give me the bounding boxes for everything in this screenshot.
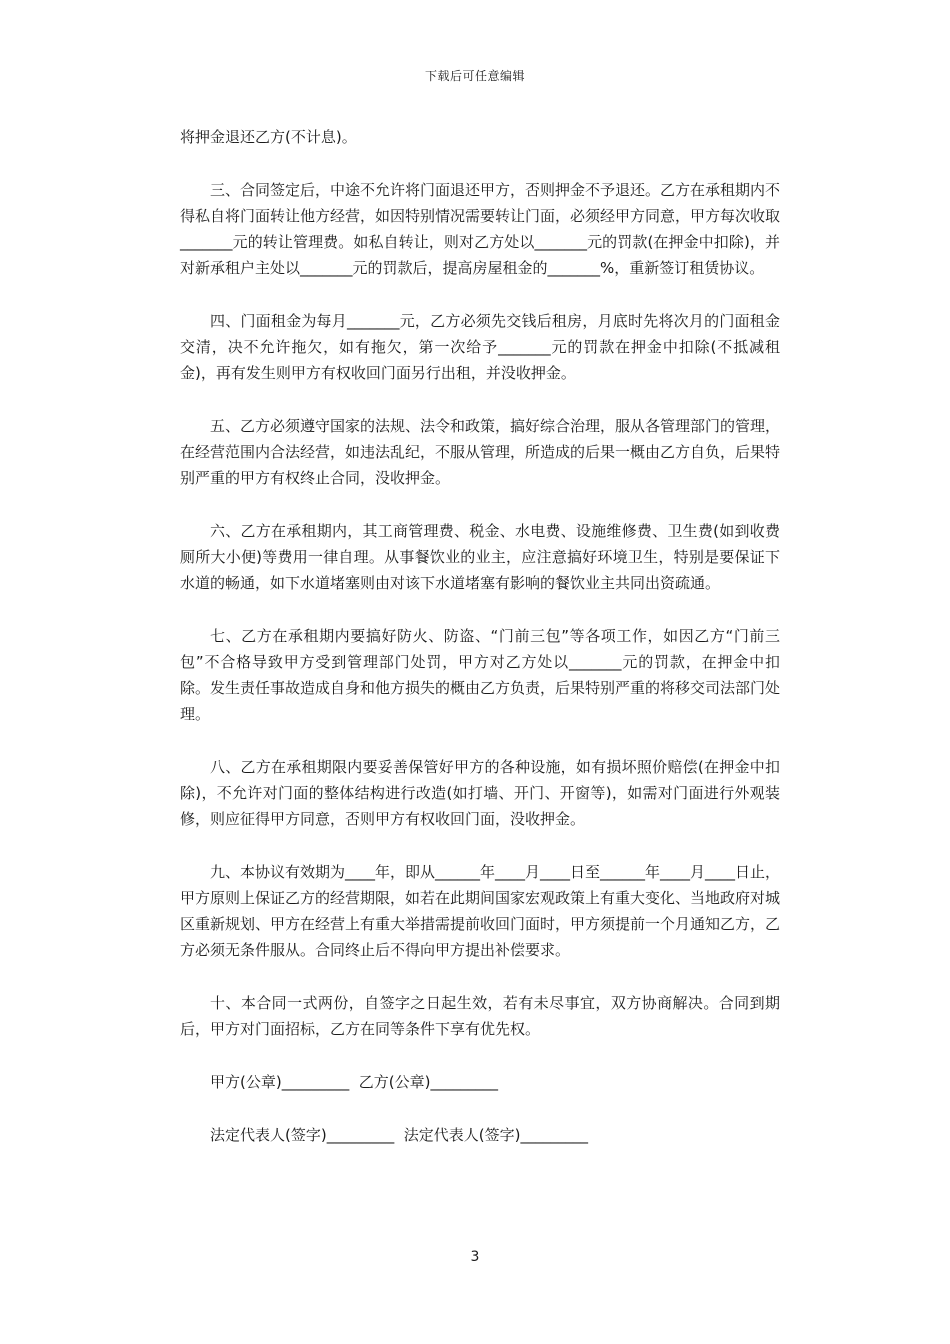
paragraph-clause-6: 六、乙方在承租期内，其工商管理费、税金、水电费、设施维修费、卫生费(如到收费厕所大小便)等费用一律自理。从事餐饮业的业主，应注意搞好环境卫生，特别是要保证下水道的畅通，如下水道堵塞则由对该下水道堵塞有影响的餐饮业主共同出资疏通。 — [180, 522, 780, 592]
page-number: 3 — [470, 1249, 480, 1265]
paragraph-clause-10: 十、本合同一式两份，自签字之日起生效，若有未尽事宜，双方协商解决。合同到期后，甲方对门面招标，乙方在同等条件下享有优先权。 — [180, 994, 780, 1038]
page-header: 下载后可任意编辑 — [424, 69, 525, 83]
paragraph-clause-9: 九、本协议有效期为____年，即从______年____月____日至______年____月____日止，甲方原则上保证乙方的经营期限，如若在此期间国家宏观政策上有重大变化、当地政府对城区重新规划、甲方在经营上有重大举措需提前收回门面时，甲方须提前一个月通知乙方，乙方必须无条件服从。合同终止后不得向甲方提出补偿要求。 — [180, 863, 781, 959]
paragraph-clause-5: 五、乙方必须遵守国家的法规、法令和政策，搞好综合治理，服从各管理部门的管理，在经营范围内合法经营，如违法乱纪，不服从管理，所造成的后果一概由乙方自负，后果特别严重的甲方有权终止合同，没收押金。 — [180, 417, 781, 487]
paragraph-clause-8: 八、乙方在承租期限内要妥善保管好甲方的各种设施，如有损坏照价赔偿(在押金中扣除)，不允许对门面的整体结构进行改造(如打墙、开门、开窗等)，如需对门面进行外观装修，则应征得甲方同意，否则甲方有权收回门面，没收押金。 — [180, 758, 780, 828]
contract-body — [180, 124, 780, 1175]
paragraph-deposit-return: 将押金退还乙方(不计息)。 — [180, 128, 357, 146]
paragraph-clause-7: 七、乙方在承租期内要搞好防火、防盗、“门前三包”等各项工作，如因乙方“门前三包”不合格导致甲方受到管理部门处罚，甲方对乙方处以_______元的罚款，在押金中扣除。发生责任事故造成自身和他方损失的概由乙方负责，后果特别严重的将移交司法部门处理。 — [180, 627, 781, 723]
paragraph-clause-4: 四、门面租金为每月_______元，乙方必须先交钱后租房，月底时先将次月的门面租金交清，决不允许拖欠，如有拖欠，第一次给予_______元的罚款在押金中扣除(不抵减租金)，再有发生则甲方有权收回门面另行出租，并没收押金。 — [180, 312, 780, 382]
signature-seal-line: 甲方(公章)_________ 乙方(公章)_________ — [210, 1073, 498, 1091]
paragraph-clause-3: 三、合同签定后，中途不允许将门面退还甲方，否则押金不予退还。乙方在承租期内不得私自将门面转让他方经营，如因特别情况需要转让门面，必须经甲方同意，甲方每次收取_______元的转让管理费。如私自转让，则对乙方处以_______元的罚款(在押金中扣除)，并对新承租户主处以_______元的罚款后，提高房屋租金的_______%，重新签订租赁协议。 — [180, 181, 781, 277]
signature-representative-line: 法定代表人(签字)_________ 法定代表人(签字)_________ — [210, 1126, 588, 1144]
